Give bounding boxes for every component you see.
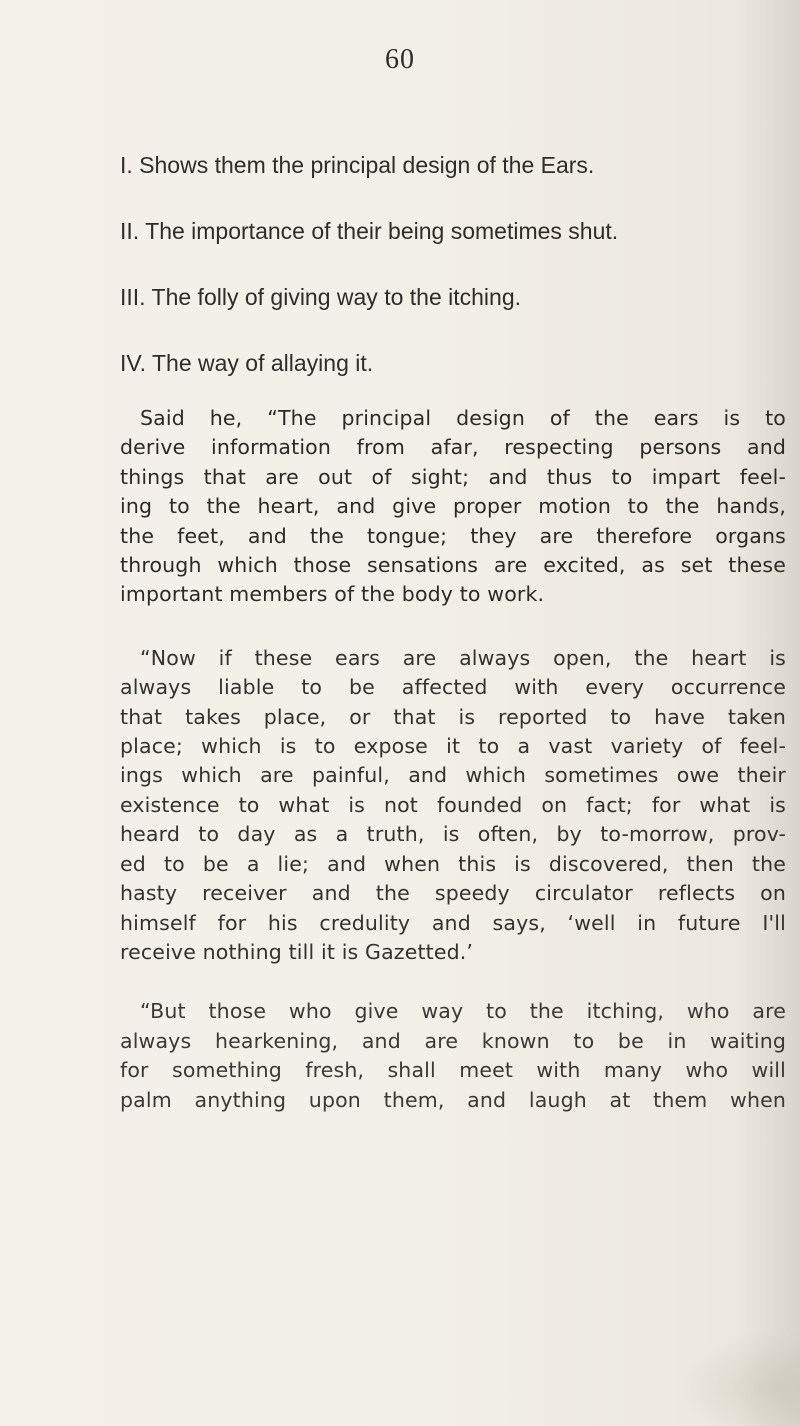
paragraph-line: heard to day as a truth, is often, by to-morrow, prov- [120, 822, 786, 847]
paragraph-line: through which those sensations are excited, as set these [120, 553, 786, 578]
contents-item-3: III. The folly of giving way to the itching. [120, 284, 522, 310]
contents-item-2: II. The importance of their being sometimes shut. [120, 218, 619, 244]
paragraph-line: “But those who give way to the itching, who are [140, 999, 786, 1024]
contents-item-4: IV. The way of allaying it. [120, 350, 374, 376]
paragraph-line: derive information from afar, respecting persons and [120, 435, 786, 460]
paragraph-3 [120, 997, 786, 1115]
paragraph-line: things that are out of sight; and thus to impart feel- [120, 464, 786, 489]
paragraph-line: for something fresh, shall meet with many who will [120, 1058, 786, 1083]
paragraph-2 [120, 644, 786, 967]
paragraph-line: ed to be a lie; and when this is discovered, then the [120, 851, 786, 876]
paragraph-line: place; which is to expose it to a vast variety of feel- [120, 734, 786, 759]
body-text [120, 404, 786, 1143]
paragraph-1 [120, 404, 786, 610]
paragraph-line: receive nothing till it is Gazetted.’ [120, 939, 474, 964]
page-number: 60 [385, 44, 415, 75]
contents-item-1: I. Shows them the principal design of the Ears. [120, 152, 595, 178]
paragraph-line: Said he, “The principal design of the ears is to [140, 406, 786, 430]
paragraph-line: that takes place, or that is reported to have taken [120, 704, 786, 729]
paragraph-line: hasty receiver and the speedy circulator reflects on [120, 881, 786, 906]
paragraph-line: ings which are painful, and which sometimes owe their [120, 763, 786, 788]
paragraph-line: always hearkening, and are known to be in waiting [120, 1028, 786, 1053]
paragraph-line: important members of the body to work. [120, 582, 545, 607]
paragraph-line: ing to the heart, and give proper motion to the hands, [120, 494, 786, 519]
paragraph-line: palm anything upon them, and laugh at them when [120, 1087, 786, 1112]
paragraph-line: always liable to be affected with every occurrence [120, 675, 786, 700]
paragraph-line: the feet, and the tongue; they are therefore organs [120, 523, 786, 548]
page-stain-decoration [680, 1330, 800, 1426]
chapter-contents-list [120, 150, 780, 414]
paragraph-line: himself for his credulity and says, ‘well in future I'll [120, 910, 786, 935]
paragraph-line: existence to what is not founded on fact; for what is [120, 792, 786, 817]
paragraph-line: “Now if these ears are always open, the heart is [140, 645, 786, 670]
